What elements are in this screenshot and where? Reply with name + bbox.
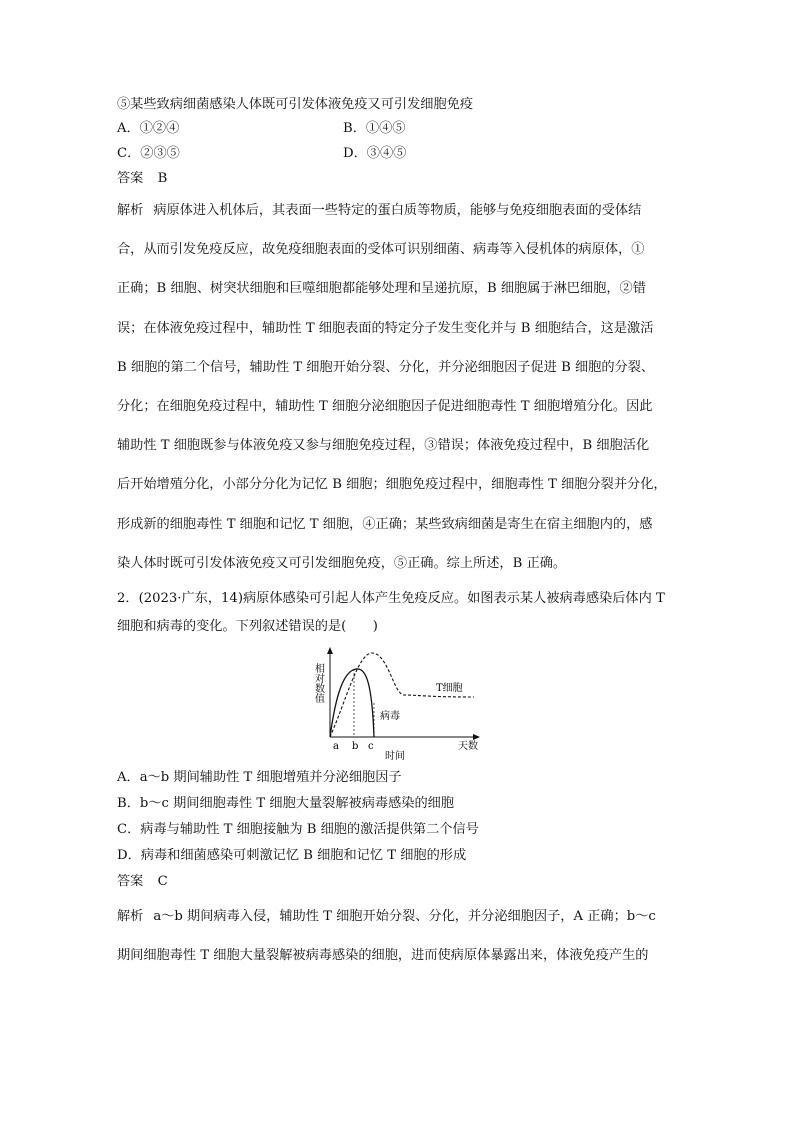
q2-options [117, 765, 682, 869]
q2-option-c: C．病毒与辅助性 T 细胞接触为 B 细胞的激活提供第二个信号 [117, 822, 479, 838]
q1-analysis-line: 正确；B 细胞、树突状细胞和巨噬细胞都能够处理和呈递抗原，B 细胞属于淋巴细胞，②错 [117, 281, 646, 297]
q2-answer-label: 答案 [117, 874, 144, 890]
q2-figure [117, 643, 682, 763]
q1-analysis-line [117, 191, 682, 230]
q2-stem-line: 2．(2023·广东，14)病原体感染可引起人体产生免疫反应。如图表示某人被病毒感染后体内 T [117, 591, 665, 607]
q1-options-row-2 [117, 145, 682, 163]
q1-option-b: B．①④⑤ [343, 121, 406, 136]
q2-analysis-label: 解析 [117, 909, 144, 925]
x-axis-unit: 天数 [458, 741, 478, 753]
q1-option-a: A．①②④ [117, 121, 180, 136]
x-axis-arrow [473, 734, 480, 740]
virus-curve [330, 669, 374, 737]
q1-analysis-line: B 细胞的第二个信号，辅助性 T 细胞开始分裂、分化，并分泌细胞因子促进 B 细胞的分裂、 [117, 359, 655, 375]
q2-answer-value: C [157, 874, 168, 890]
q2-analysis-text: a～b 期间病毒入侵，辅助性 T 细胞开始分裂、分化，并分泌细胞因子，A 正确；b～c [153, 909, 656, 925]
q1-analysis-label: 解析 [117, 203, 144, 218]
q2-option-d: D．病毒和细菌感染可刺激记忆 B 细胞和记忆 T 细胞的形成 [117, 848, 467, 864]
q1-option-d: D．③④⑤ [343, 146, 407, 161]
q1-analysis-line: 染人体时既可引发体液免疫又可引发细胞免疫，⑤正确。综上所述，B 正确。 [117, 555, 567, 571]
document-page [117, 96, 682, 975]
t-cell-curve [330, 653, 474, 737]
q2-stem [117, 587, 682, 639]
q1-answer [117, 170, 682, 188]
virus-label: 病毒 [380, 711, 400, 723]
t-cell-virus-graph [310, 643, 500, 761]
q2-stem-line: 细胞和病毒的变化。下列叙述错误的是( ) [117, 619, 378, 635]
q2-option-b: B．b～c 期间细胞毒性 T 细胞大量裂解被病毒感染的细胞 [117, 796, 455, 812]
q2-option-a: A．a～b 期间辅助性 T 细胞增殖并分泌细胞因子 [117, 770, 402, 786]
tick-b: b [352, 741, 359, 753]
q1-analysis-line: 后开始增殖分化，小部分分化为记忆 B 细胞；细胞免疫过程中，细胞毒性 T 细胞分裂并分化， [117, 477, 667, 493]
q1-analysis-line: 形成新的细胞毒性 T 细胞和记忆 T 细胞，④正确；某些致病细菌是寄生在宿主细胞内的，感 [117, 516, 653, 532]
q1-analysis-line: 分化；在细胞免疫过程中，辅助性 T 细胞分泌细胞因子促进细胞毒性 T 细胞增殖分化。因此 [117, 399, 653, 415]
tick-a: a [333, 741, 339, 753]
q1-analysis-line: 合，从而引发免疫反应，故免疫细胞表面的受体可识别细菌、病毒等入侵机体的病原体，① [117, 242, 645, 258]
q2-analysis-line [117, 897, 682, 936]
y-axis-arrow [327, 647, 333, 654]
q1-option-c: C．②③⑤ [117, 146, 180, 161]
q1-analysis-line: 误；在体液免疫过程中，辅助性 T 细胞表面的特定分子发生变化并与 B 细胞结合，这是激活 [117, 320, 654, 336]
y-axis-label: 相对数值 [312, 663, 324, 704]
tick-c: c [368, 741, 374, 753]
q1-options-row-1 [117, 120, 682, 138]
q2-analysis-line: 期间细胞毒性 T 细胞大量裂解被病毒感染的细胞，进而使病原体暴露出来，体液免疫产生的 [117, 948, 649, 964]
q2-analysis [117, 897, 682, 975]
q1-answer-value: B [157, 171, 168, 186]
t-cell-label: T细胞 [436, 683, 463, 695]
q1-analysis-line: 辅助性 T 细胞既参与体液免疫又参与细胞免疫过程，③错误；体液免疫过程中，B 细胞活化 [117, 438, 650, 454]
q1-analysis-text: 病原体进入机体后，其表面一些特定的蛋白质等物质，能够与免疫细胞表面的受体结 [153, 203, 642, 218]
q2-answer [117, 873, 682, 891]
x-axis-label: 时间 [385, 751, 405, 762]
q1-analysis [117, 191, 682, 583]
q1-answer-label: 答案 [117, 171, 144, 186]
q1-item5: ⑤某些致病细菌感染人体既可引发体液免疫又可引发细胞免疫 [117, 97, 474, 112]
